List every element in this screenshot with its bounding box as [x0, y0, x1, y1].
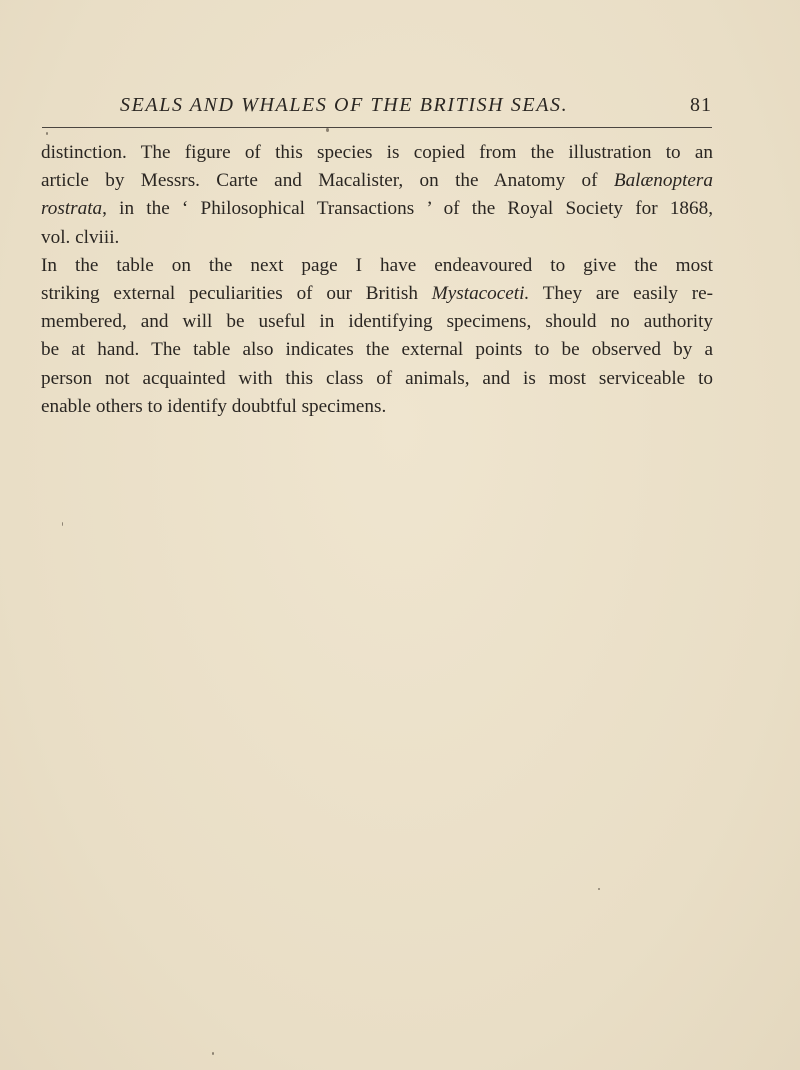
body-text — [41, 139, 713, 421]
species-name: rostrata — [41, 198, 103, 220]
paragraph-2-line-1-text: In the table on the next page I have endeavoured to give the most — [41, 254, 713, 276]
paragraph-2 — [41, 252, 713, 421]
paper-speck — [46, 132, 48, 135]
genus-name: Balænoptera — [613, 170, 713, 192]
running-title: SEALS AND WHALES OF THE BRITISH SEAS. — [120, 94, 569, 116]
page-number: 81 — [690, 94, 712, 116]
paper-speck — [598, 888, 600, 890]
paragraph-2-line-2-text-c: They are easily re- — [529, 283, 713, 305]
paragraph-2-line-3: membered, and will be useful in identifying specimens, should no authority — [41, 311, 713, 333]
paper-speck — [62, 522, 63, 526]
paragraph-2-line-2 — [41, 280, 713, 308]
paragraph-1 — [41, 139, 713, 252]
paragraph-1-line-3 — [41, 195, 713, 223]
paragraph-2-line-5: person not acquainted with this class of animals, and is most serviceable to — [41, 367, 713, 389]
paper-speck — [212, 1052, 214, 1055]
paragraph-1-line-2 — [41, 167, 713, 195]
paragraph-1-line-2-text: article by Messrs. Carte and Macalister, on the Anatomy of — [41, 170, 614, 192]
order-name: Mystacoceti. — [431, 283, 530, 305]
running-head — [42, 94, 712, 124]
paragraph-1-line-1: distinction. The figure of this species is copied from the illustration to an — [41, 142, 713, 163]
paragraph-2-line-6: enable others to identify doubtful specimens. — [41, 395, 387, 417]
paragraph-2-line-1 — [41, 252, 713, 280]
paper-speck — [326, 128, 329, 132]
paragraph-2-line-4: be at hand. The table also indicates the external points to be observed by a — [41, 339, 713, 361]
paragraph-2-line-2-text-a: striking external peculiarities of our British — [41, 283, 432, 305]
header-rule — [42, 127, 712, 128]
paragraph-1-line-3-text: , in the ‘ Philosophical Transactions ’ of the Royal Society for 1868, — [102, 198, 713, 220]
paragraph-1-line-4: vol. clviii. — [41, 226, 120, 248]
